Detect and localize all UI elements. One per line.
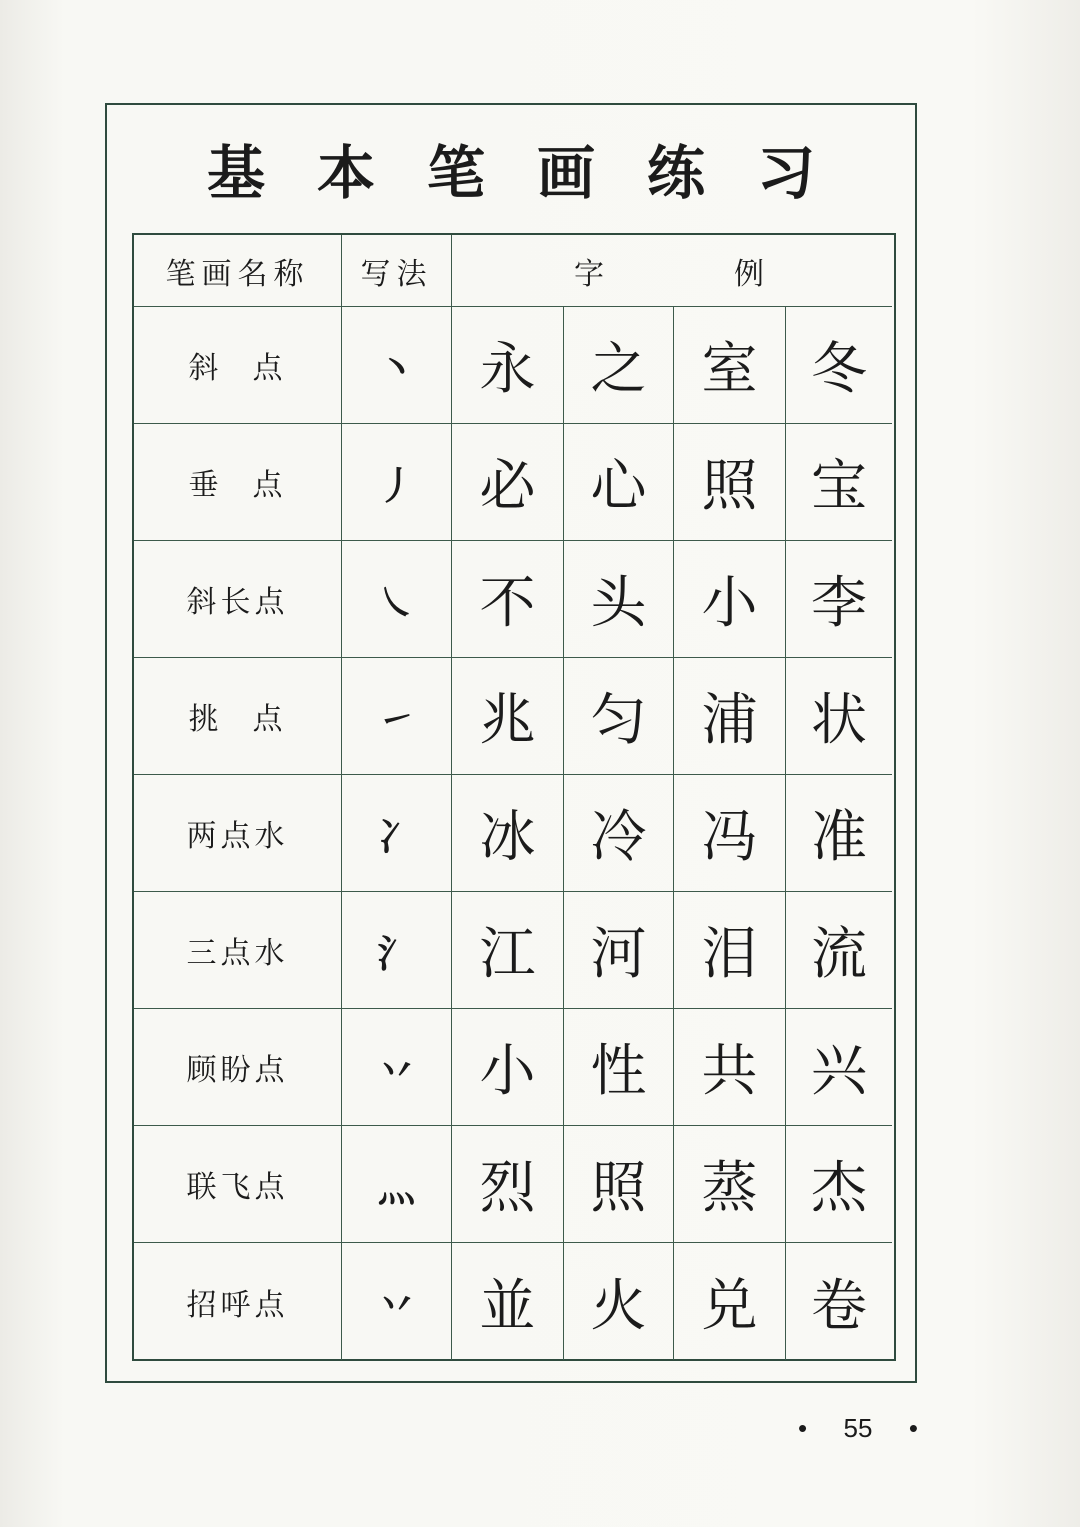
example-char-cell: 准 [786, 775, 892, 892]
title-char: 习 [757, 139, 816, 207]
example-char-cell: 兴 [786, 1009, 892, 1126]
stroke-name-cell: 斜点 [134, 307, 342, 424]
example-char-cell: 小 [674, 541, 786, 658]
example-char-cell: 状 [786, 658, 892, 775]
title-char: 基 [206, 139, 265, 207]
example-char-cell: 室 [674, 307, 786, 424]
example-char-cell: 並 [452, 1243, 564, 1360]
example-char-cell: 冰 [452, 775, 564, 892]
stroke-method-cell: 丷 [342, 1009, 452, 1126]
page-number [798, 1408, 918, 1448]
example-char-cell: 烈 [452, 1126, 564, 1243]
example-char-cell: 照 [564, 1126, 674, 1243]
example-char-cell: 必 [452, 424, 564, 541]
example-char-cell: 之 [564, 307, 674, 424]
title-char: 画 [537, 139, 596, 207]
example-char-cell: 李 [786, 541, 892, 658]
page-number-dot: • [908, 1412, 918, 1443]
stroke-name-cell: 垂点 [134, 424, 342, 541]
example-char-cell: 蒸 [674, 1126, 786, 1243]
example-char-cell: 火 [564, 1243, 674, 1360]
example-char-cell: 流 [786, 892, 892, 1009]
stroke-name-cell: 招呼点 [134, 1243, 342, 1360]
header-writing-method: 写法 [342, 235, 452, 307]
stroke-name-cell: 三点水 [134, 892, 342, 1009]
example-char-cell: 泪 [674, 892, 786, 1009]
stroke-method-cell: 氵 [342, 892, 452, 1009]
example-char-cell: 兑 [674, 1243, 786, 1360]
example-char-cell: 冯 [674, 775, 786, 892]
example-char-cell: 卷 [811, 1273, 867, 1339]
stroke-method-cell: ㇀ [342, 658, 452, 775]
example-char-cell: 不 [452, 541, 564, 658]
example-char-cell: 杰 [786, 1126, 892, 1243]
stroke-name-cell: 斜长点 [134, 541, 342, 658]
header-stroke-name: 笔画名称 [134, 235, 342, 307]
example-char-cell: 匀 [564, 658, 674, 775]
stroke-name-cell: 顾盼点 [134, 1009, 342, 1126]
page-title [105, 128, 917, 208]
title-char: 本 [316, 139, 375, 207]
stroke-method-cell: ㇏ [342, 541, 452, 658]
example-char-cell: 江 [452, 892, 564, 1009]
example-char-cell: 冬 [786, 307, 892, 424]
stroke-method-cell: 灬 [342, 1126, 452, 1243]
example-char-cell: 心 [564, 424, 674, 541]
header-example-char: 字 [574, 256, 610, 292]
example-char-cell: 宝 [786, 424, 892, 541]
example-char-cell: 头 [564, 541, 674, 658]
example-char-cell: 性 [564, 1009, 674, 1126]
page-number-dot: • [798, 1412, 808, 1443]
example-char-cell: 共 [674, 1009, 786, 1126]
stroke-name-cell: 联飞点 [134, 1126, 342, 1243]
example-char-cell: 永 [452, 307, 564, 424]
title-char: 练 [647, 139, 706, 207]
header-example-char: 例 [734, 256, 770, 292]
stroke-table [132, 233, 896, 1361]
stroke-method-cell: 丶 [342, 307, 452, 424]
example-char-cell: 河 [564, 892, 674, 1009]
stroke-method-cell: 冫 [342, 775, 452, 892]
stroke-method-cell: 丿 [342, 424, 452, 541]
example-char-cell: 冷 [564, 775, 674, 892]
page-number-value: 55 [843, 1412, 873, 1443]
example-char-cell: 浦 [674, 658, 786, 775]
example-char-cell: 兆 [452, 658, 564, 775]
header-examples [452, 235, 892, 307]
stroke-name-cell: 两点水 [134, 775, 342, 892]
example-char-cell: 照 [674, 424, 786, 541]
title-char: 笔 [426, 139, 485, 207]
stroke-method-cell: 丷 [342, 1243, 452, 1360]
example-char-cell: 小 [452, 1009, 564, 1126]
stroke-name-cell: 挑点 [134, 658, 342, 775]
